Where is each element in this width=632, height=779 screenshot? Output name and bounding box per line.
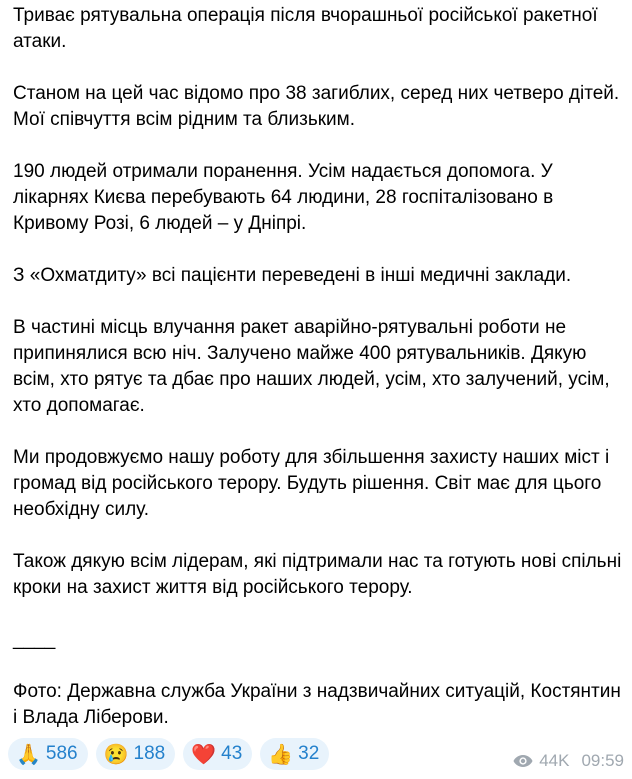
reaction-pray[interactable] <box>8 738 88 770</box>
post-paragraph: В частині місць влучання ракет аварійно-рятувальні роботи не припинялися всю ніч. Залучено майже 400 рятувальників. Дякую всім, хто рятує та дбає про наших людей, усім, хто залучений, усім, хто допомагає. <box>13 317 610 416</box>
post-paragraph: Також дякую всім лідерам, які підтримали нас та готують нові спільні кроки на захист життя від російського терору. <box>13 551 622 598</box>
heart-icon: ❤️ <box>191 743 217 766</box>
post-credits: Фото: Державна служба України з надзвичайних ситуацій, Костянтин і Влада Ліберови. <box>13 681 621 728</box>
view-count: 44K <box>539 751 570 770</box>
reactions-bar <box>8 738 329 770</box>
post-paragraph: З «Охматдиту» всі пацієнти переведені в інші медичні заклади. <box>13 265 572 286</box>
eye-icon <box>513 754 533 768</box>
reaction-heart[interactable] <box>183 738 252 770</box>
post-paragraph: Триває рятувальна операція після вчорашньої російської ракетної атаки. <box>13 5 598 52</box>
thumbs-up-icon: 👍 <box>268 743 294 766</box>
post-paragraph: 190 людей отримали поранення. Усім надається допомога. У лікарнях Києва перебувають 64 людини, 28 госпіталізовано в Кривому Розі, 6 людей – у Дніпрі. <box>13 161 554 234</box>
reaction-count: 32 <box>298 743 320 764</box>
crying-face-icon: 😢 <box>103 743 129 766</box>
reaction-count: 43 <box>221 743 243 764</box>
reaction-thumbs-up[interactable] <box>260 738 329 770</box>
post-paragraph: Ми продовжуємо нашу роботу для збільшення захисту наших міст і громад від російського терору. Будуть рішення. Світ має для цього необхідну силу. <box>13 447 610 520</box>
post-separator: ____ <box>13 629 56 650</box>
post-paragraph: Станом на цей час відомо про 38 загиблих, серед них четверо дітей. Мої співчуття всім рідним та близьким. <box>13 83 620 130</box>
post-footer <box>0 737 632 779</box>
reaction-count: 188 <box>133 743 166 764</box>
post-meta <box>513 737 624 771</box>
reaction-count: 586 <box>45 743 78 764</box>
reaction-crying[interactable] <box>96 738 176 770</box>
pray-icon: 🙏 <box>16 743 41 766</box>
post-time: 09:59 <box>581 751 624 770</box>
